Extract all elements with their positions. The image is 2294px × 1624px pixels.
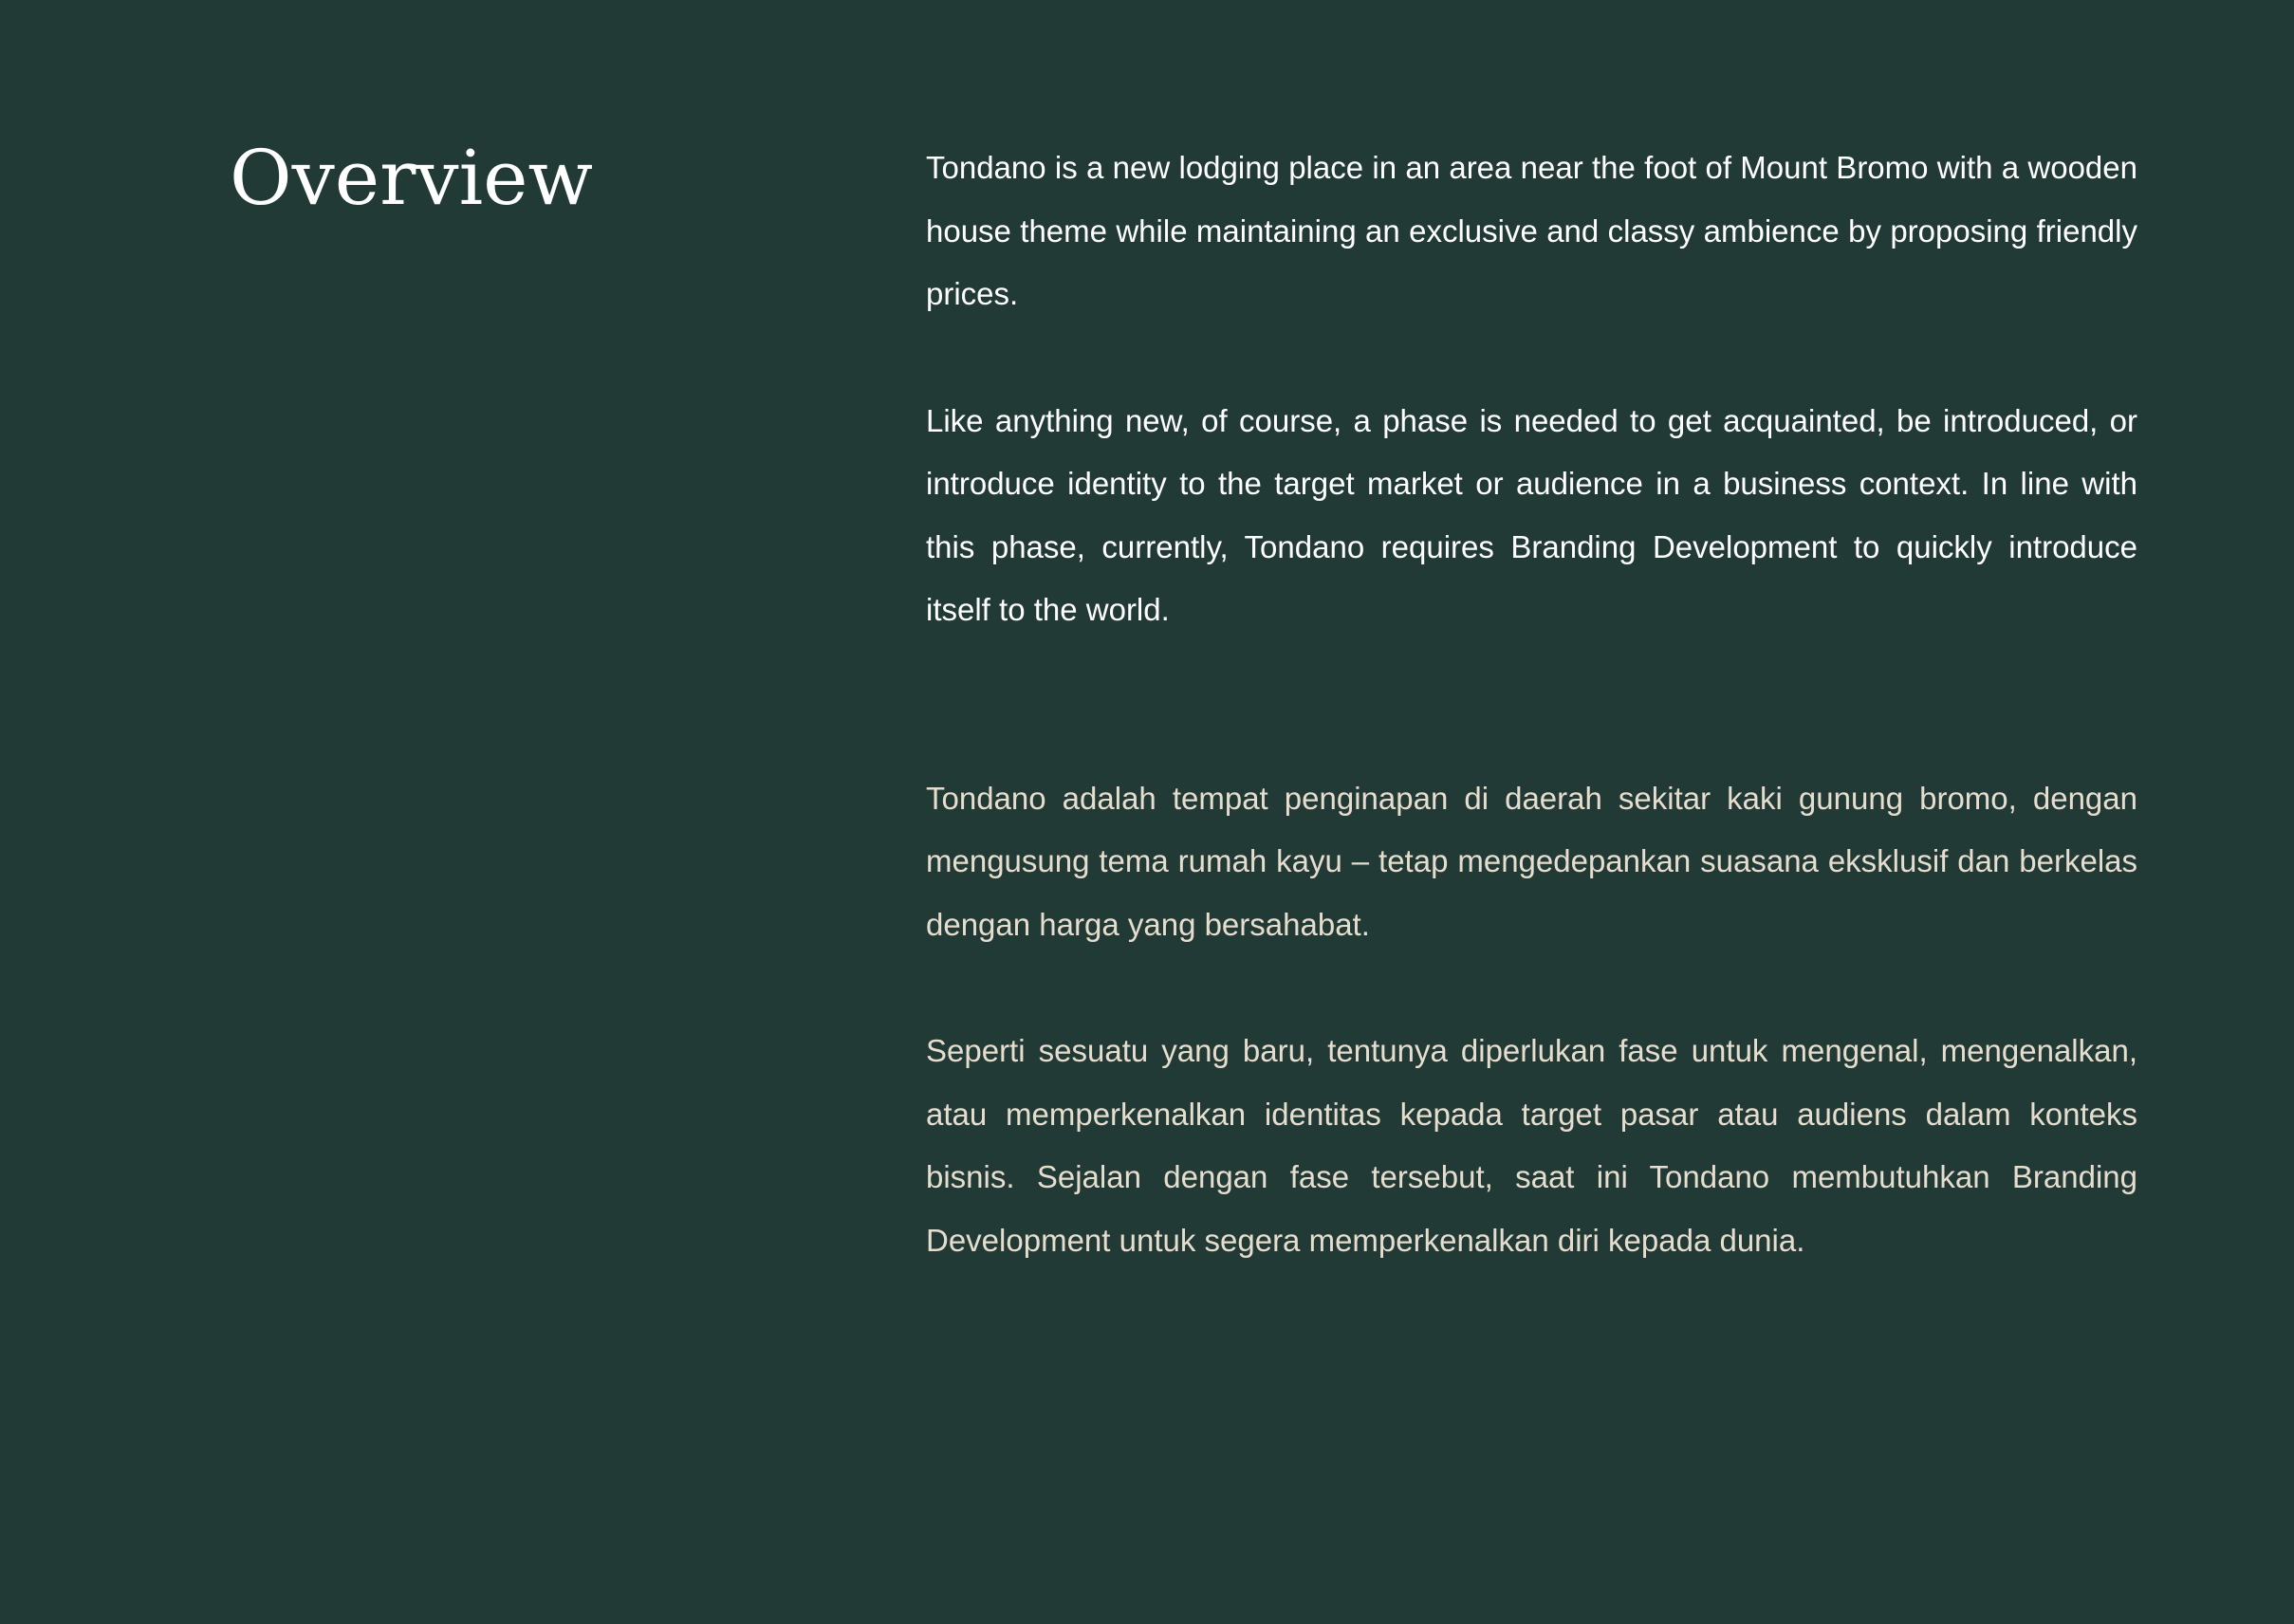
paragraph-spacer <box>926 326 2137 390</box>
page-title: Overview <box>230 134 593 222</box>
language-section-spacer <box>926 642 2137 767</box>
overview-body <box>926 137 2137 1272</box>
english-paragraph-1: Tondano is a new lodging place in an area near the foot of Mount Bromo with a wooden house theme while maintaining an exclusive and classy ambience by proposing friendly prices. <box>926 150 2137 311</box>
paragraph-spacer <box>926 956 2137 1020</box>
indonesian-paragraph-2: Seperti sesuatu yang baru, tentunya diperlukan fase untuk mengenal, mengenalkan, atau memperkenalkan identitas kepada target pasar atau audiens dalam konteks bisnis. Sejalan dengan fase tersebut, saat ini Tondano membutuhkan Branding Development untuk segera memperkenalkan diri kepada dunia. <box>926 1033 2137 1258</box>
english-paragraph-2: Like anything new, of course, a phase is needed to get acquainted, be introduced, or introduce identity to the target market or audience in a business context. In line with this phase, currently, Tondano requires Branding Development to quickly introduce itself to the world. <box>926 402 2137 627</box>
indonesian-paragraph-1: Tondano adalah tempat penginapan di daerah sekitar kaki gunung bromo, dengan mengusung tema rumah kayu – tetap mengedepankan suasana eksklusif dan berkelas dengan harga yang bersahabat. <box>926 780 2137 942</box>
